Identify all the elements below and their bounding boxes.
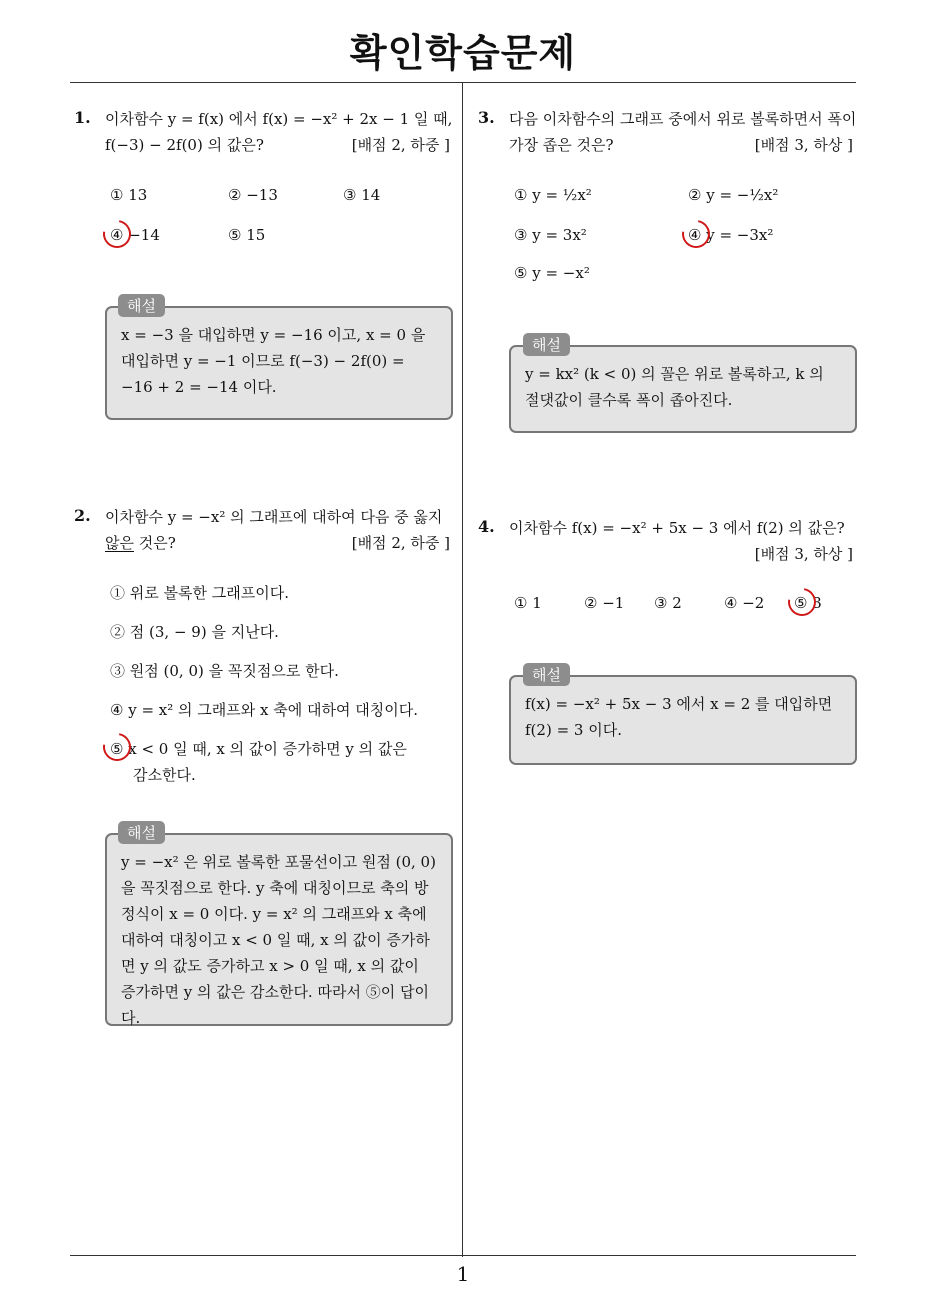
- footer-divider: [70, 1255, 856, 1256]
- underline-word: 않은: [105, 534, 134, 552]
- page-title: 확인학습문제: [349, 31, 577, 75]
- option-2[interactable]: ② −13: [228, 186, 278, 204]
- solution-box: [509, 345, 857, 433]
- option-2[interactable]: ② −1: [584, 594, 625, 612]
- question-line: 이차함수 y = f(x) 에서 f(x) = −x² + 2x − 1 일 때,: [105, 110, 453, 128]
- score-meta: [배점 3, 하상 ]: [754, 545, 853, 563]
- solution-tag: 해설: [523, 333, 570, 356]
- question-number: 3.: [478, 108, 495, 127]
- score-meta: [배점 3, 하상 ]: [754, 136, 853, 154]
- question-line: 가장 좁은 것은?: [509, 136, 614, 154]
- column-divider: [462, 82, 463, 1257]
- option-5[interactable]: ⑤ y = −x²: [514, 264, 590, 282]
- solution-text: y = kx² (k < 0) 의 꼴은 위로 볼록하고, k 의 절댓값이 클수록 폭이 좁아진다.: [525, 365, 824, 409]
- option-2[interactable]: ② 점 (3, − 9) 을 지난다.: [110, 623, 279, 641]
- question-line-rest: 것은?: [133, 534, 176, 552]
- solution-text: y = −x² 은 위로 볼록한 포물선이고 원점 (0, 0) 을 꼭짓점으로 한다. y 축에 대칭이므로 축의 방정식이 x = 0 이다. y = x² 의 그래프와 x 축에 대하여 대칭이고 x < 0 일 때, x 의 값이 증가하면 y 의 값도 증가하고 x > 0 일 때, x 의 값이 증가하면 y 의 값은 감소한다. 따라서 ⑤이 답이다.: [121, 853, 436, 1027]
- option-5[interactable]: ⑤ 3: [794, 594, 822, 612]
- solution-text: x = −3 을 대입하면 y = −16 이고, x = 0 을 대입하면 y = −1 이므로 f(−3) − 2f(0) = −16 + 2 = −14 이다.: [121, 326, 426, 396]
- answer-mark-circle: [783, 583, 822, 622]
- solution-box: [105, 833, 453, 1026]
- option-4[interactable]: ④ y = x² 의 그래프와 x 축에 대하여 대칭이다.: [110, 701, 418, 719]
- option-5-continued: 감소한다.: [133, 766, 196, 784]
- solution-tag: 해설: [523, 663, 570, 686]
- option-4[interactable]: ④ −2: [724, 594, 765, 612]
- score-meta: [배점 2, 하중 ]: [351, 136, 450, 154]
- option-3[interactable]: ③ 2: [654, 594, 682, 612]
- option-1[interactable]: ① 13: [110, 186, 148, 204]
- page-number: 1: [456, 1262, 470, 1286]
- question-line: 이차함수 y = −x² 의 그래프에 대하여 다음 중 옳지: [105, 508, 443, 526]
- option-5[interactable]: ⑤ x < 0 일 때, x 의 값이 증가하면 y 의 값은: [110, 740, 407, 758]
- option-3[interactable]: ③ y = 3x²: [514, 226, 587, 244]
- question-number: 1.: [74, 108, 91, 127]
- question-number: 4.: [478, 517, 495, 536]
- question-line: 다음 이차함수의 그래프 중에서 위로 볼록하면서 폭이: [509, 110, 857, 128]
- option-3[interactable]: ③ 원점 (0, 0) 을 꼭짓점으로 한다.: [110, 662, 339, 680]
- solution-box: [509, 675, 857, 765]
- answer-mark-circle: [677, 215, 716, 254]
- question-text: [509, 515, 859, 541]
- answer-mark-circle: [98, 728, 137, 767]
- question-line: f(−3) − 2f(0) 의 값은?: [105, 136, 264, 154]
- question-number: 2.: [74, 506, 91, 525]
- option-1[interactable]: ① 1: [514, 594, 542, 612]
- solution-text: f(x) = −x² + 5x − 3 에서 x = 2 를 대입하면 f(2) = 3 이다.: [525, 695, 833, 739]
- solution-tag: 해설: [118, 294, 165, 317]
- option-4[interactable]: ④ y = −3x²: [688, 226, 774, 244]
- solution-tag: 해설: [118, 821, 165, 844]
- answer-mark-circle: [98, 215, 137, 254]
- solution-box: [105, 306, 453, 420]
- option-1[interactable]: ① y = ½x²: [514, 186, 592, 204]
- option-2[interactable]: ② y = −½x²: [688, 186, 779, 204]
- option-1[interactable]: ① 위로 볼록한 그래프이다.: [110, 584, 289, 602]
- option-4[interactable]: ④ −14: [110, 226, 160, 244]
- option-3[interactable]: ③ 14: [343, 186, 381, 204]
- option-5[interactable]: ⑤ 15: [228, 226, 266, 244]
- question-line: 이차함수 f(x) = −x² + 5x − 3 에서 f(2) 의 값은?: [509, 519, 845, 537]
- header-divider: [70, 82, 856, 83]
- score-meta: [배점 2, 하중 ]: [351, 534, 450, 552]
